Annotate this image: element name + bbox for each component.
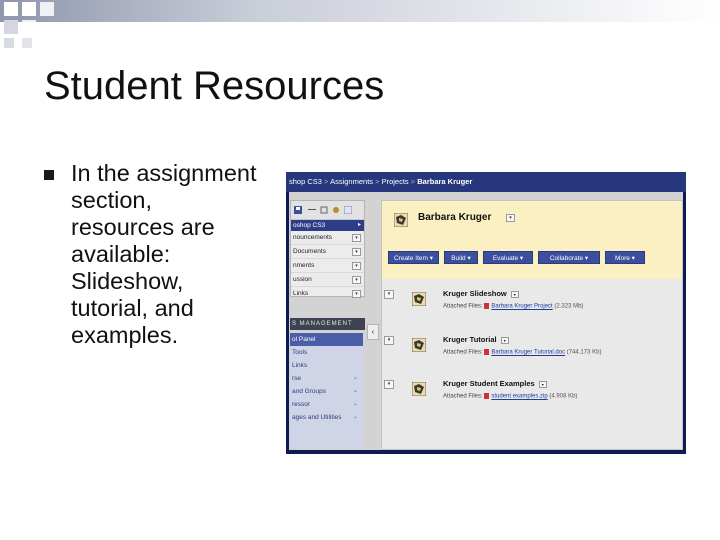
course-menu-label: nments — [293, 262, 315, 269]
button-label: Create Item — [393, 255, 428, 262]
screenshot-body — [289, 192, 683, 450]
control-panel-label: and Groups — [292, 388, 326, 395]
bullet-marker — [44, 170, 54, 180]
control-panel-item[interactable] — [290, 372, 363, 385]
assignment-icon — [412, 338, 426, 352]
control-panel-item[interactable] — [290, 346, 363, 359]
file-link[interactable]: Barbara Kruger Tutorial.doc — [491, 349, 566, 356]
item-title-text: Kruger Tutorial — [443, 335, 497, 344]
create-item-button[interactable]: Create Item ▾ — [388, 251, 439, 264]
item-menu-icon[interactable]: ▾ — [384, 336, 394, 345]
content-item — [382, 331, 682, 368]
control-panel-label: ressor — [292, 401, 311, 408]
course-menu-label: ussion — [293, 276, 312, 283]
settings-icon[interactable] — [332, 206, 340, 214]
item-title-text: Kruger Student Examples — [443, 379, 535, 388]
course-menu-label: Documents — [293, 248, 326, 255]
control-panel-item[interactable] — [290, 398, 363, 411]
course-title[interactable]: oshop CS3 — [293, 222, 326, 229]
menu-toolbar — [291, 201, 364, 220]
dropdown-arrow-icon[interactable]: ▾ — [352, 290, 361, 298]
dropdown-arrow-icon[interactable]: ▾ — [352, 234, 361, 242]
content-area — [381, 200, 683, 450]
collapse-sidebar-icon[interactable]: ‹ — [367, 324, 379, 340]
file-size: (2.323 Mb) — [554, 303, 584, 310]
control-panel — [290, 333, 363, 448]
attached-files — [443, 303, 583, 310]
attached-files-label: Attached Files: — [443, 303, 483, 310]
content-item — [382, 375, 682, 412]
build-button[interactable]: Build ▾ — [444, 251, 478, 264]
breadcrumb-current: Barbara Kruger — [417, 177, 473, 186]
control-panel-label: Tools — [292, 349, 308, 356]
chevron-down-icon[interactable]: ⌄ — [352, 414, 358, 420]
assignment-icon — [394, 213, 408, 227]
file-size: (744.173 Kb) — [566, 349, 602, 356]
item-menu-icon[interactable]: ▾ — [384, 290, 394, 299]
control-panel-item[interactable] — [290, 411, 363, 424]
item-title-dropdown-icon[interactable]: ▾ — [501, 337, 509, 344]
file-icon — [484, 303, 489, 309]
refresh-icon[interactable] — [320, 206, 328, 214]
chevron-down-icon[interactable]: ⌄ — [352, 401, 358, 407]
course-menu-item[interactable] — [291, 259, 364, 273]
attached-files — [443, 349, 601, 356]
item-title-text: Kruger Slideshow — [443, 289, 507, 298]
attached-files-label: Attached Files: — [443, 393, 483, 400]
assignment-icon — [412, 292, 426, 306]
blackboard-screenshot — [286, 172, 686, 454]
file-icon — [484, 393, 489, 399]
course-menu-label: nouncements — [293, 234, 333, 241]
course-menu-item[interactable] — [291, 245, 364, 259]
item-title-dropdown-icon[interactable]: ▾ — [511, 291, 519, 298]
item-title[interactable] — [443, 335, 509, 344]
decorative-corner-grid — [0, 0, 720, 48]
attached-files — [443, 393, 577, 400]
attached-files-label: Attached Files: — [443, 349, 483, 356]
control-panel-label: ages and Utilities — [292, 414, 342, 421]
evaluate-button[interactable]: Evaluate ▾ — [483, 251, 533, 264]
menu-arrow-icon[interactable]: ▸ — [357, 222, 361, 228]
breadcrumb-item[interactable]: Projects — [381, 177, 409, 186]
content-title: Barbara Kruger — [418, 212, 492, 223]
file-link[interactable]: student examples.zip — [491, 393, 548, 400]
control-panel-header[interactable]: ol Panel — [290, 333, 363, 346]
control-panel-item[interactable] — [290, 385, 363, 398]
dropdown-arrow-icon[interactable]: ▾ — [352, 262, 361, 270]
breadcrumb-item[interactable]: Assignments — [330, 177, 374, 186]
slide-title: Student Resources — [44, 64, 385, 108]
course-menu-item[interactable] — [291, 287, 364, 300]
course-menu — [290, 200, 365, 297]
item-title[interactable] — [443, 379, 547, 388]
chevron-down-icon[interactable]: ⌄ — [352, 388, 358, 394]
breadcrumb-item[interactable]: shop CS3 — [289, 177, 322, 186]
control-panel-label: rse — [292, 375, 302, 382]
dropdown-arrow-icon[interactable]: ▾ — [352, 248, 361, 256]
title-dropdown-icon[interactable]: ▾ — [506, 214, 515, 222]
chevron-down-icon[interactable]: ⌄ — [352, 375, 358, 381]
course-menu-item[interactable] — [291, 273, 364, 287]
assignment-icon — [412, 382, 426, 396]
button-label: Collaborate — [549, 255, 584, 262]
content-header — [382, 201, 682, 279]
item-title[interactable] — [443, 289, 519, 298]
expand-icon[interactable] — [344, 206, 352, 214]
more-button[interactable]: More ▾ — [605, 251, 645, 264]
save-icon[interactable] — [294, 206, 302, 214]
file-link[interactable]: Barbara Kruger Project — [491, 303, 553, 310]
bullet-text: In the assignment section, resources are available: Slideshow, tutorial, and examples. — [71, 160, 257, 348]
dropdown-arrow-icon[interactable]: ▾ — [352, 276, 361, 284]
button-label: Build — [451, 255, 466, 262]
item-title-dropdown-icon[interactable]: ▾ — [539, 381, 547, 388]
course-menu-item[interactable] — [291, 231, 364, 245]
content-item — [382, 285, 682, 322]
button-label: More — [615, 255, 630, 262]
management-header: S MANAGEMENT — [290, 318, 365, 330]
course-menu-label: Links — [293, 290, 309, 297]
control-panel-item[interactable] — [290, 359, 363, 372]
folder-icon[interactable] — [308, 206, 316, 214]
file-size: (4.908 Kb) — [549, 393, 578, 400]
collaborate-button[interactable]: Collaborate ▾ — [538, 251, 600, 264]
file-icon — [484, 349, 489, 355]
item-menu-icon[interactable]: ▾ — [384, 380, 394, 389]
course-title-bar — [291, 220, 364, 231]
button-label: Evaluate — [492, 255, 519, 262]
control-panel-label: Links — [292, 362, 308, 369]
breadcrumb: shop CS3 > Assignments > Projects > Barbara Kruger — [286, 172, 686, 192]
